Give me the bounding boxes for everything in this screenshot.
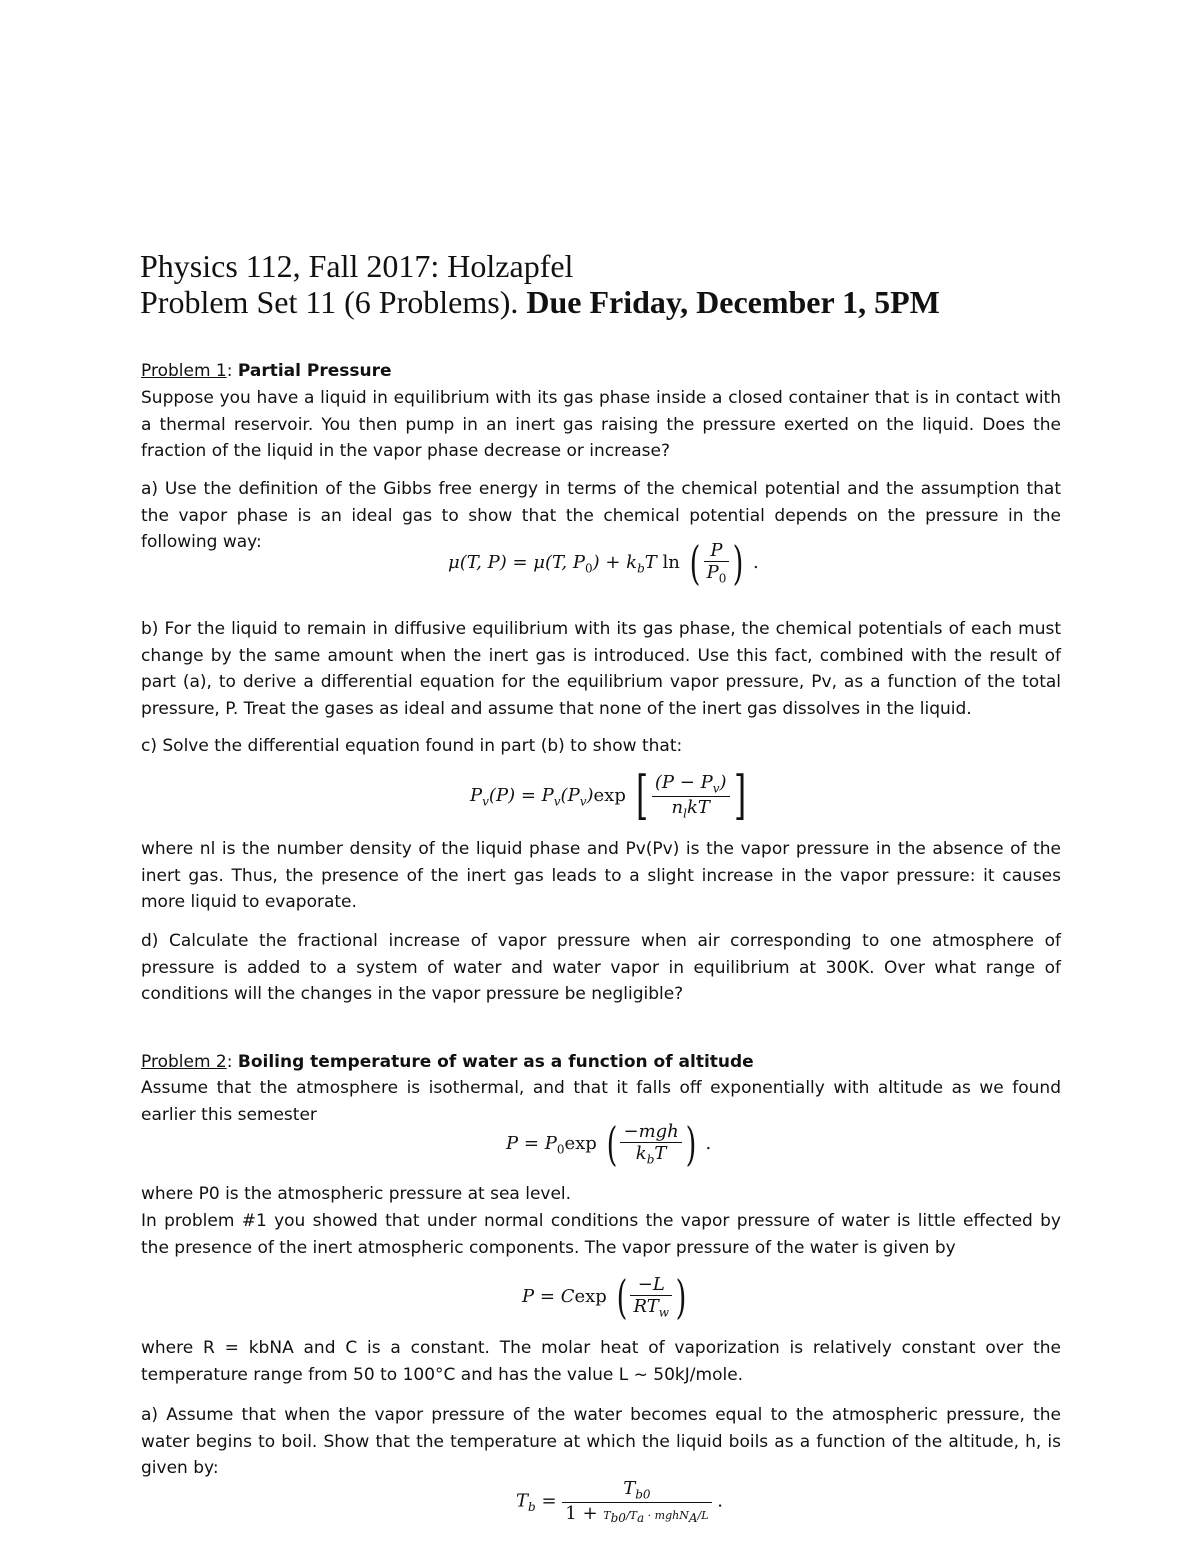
problem-1-part-c: c) Solve the differential equation found in part (b) to show that: bbox=[141, 736, 683, 756]
equation-vapor-pressure: $P_v(P) = P_v(P_v)\exp$ [ $\frac{(P - P_v)}{n_lkT}$ ] bbox=[470, 766, 746, 826]
due-date: Due Friday, December 1, 5PM bbox=[526, 284, 940, 320]
problem-1-part-d: d) Calculate the fractional increase of vapor pressure when air corresponding to one atmosphere of pressure is added to a system of water and water vapor in equilibrium at 300K. Over what range of conditions will the changes in the vapor pressure be negligible? bbox=[141, 931, 1061, 1004]
heading-separator: : bbox=[226, 1052, 238, 1072]
problem-1-part-b: b) For the liquid to remain in diffusive equilibrium with its gas phase, the chemical potentials of each must change by the same amount when the inert gas is introduced. Use this fact, combined with the result of part (a), to derive a differential equation for the equilibrium vapor pressure, Pv, as a function of the total pressure, P. Treat the gases as ideal and assume that none of the inert gas dissolves in the liquid. bbox=[141, 619, 1061, 719]
course-line: Physics 112, Fall 2017: Holzapfel bbox=[140, 248, 574, 284]
problem-1-intro: Suppose you have a liquid in equilibrium with its gas phase inside a closed container that is in contact with a thermal reservoir. You then pump in an inert gas raising the pressure exerted on the liquid. Does the fraction of the liquid in the vapor phase decrease or increase? bbox=[141, 388, 1061, 461]
equation-boiling-temperature: $T_b$ = $\frac{T_{b0}}{1 + T_{b0}/T_a \cdot mghN_A/L}$ . bbox=[516, 1478, 724, 1525]
problem-2-para2: In problem #1 you showed that under normal conditions the vapor pressure of water is little effected by the presence of the inert atmospheric components. The vapor pressure of the water is given by bbox=[141, 1211, 1061, 1258]
equation-barometric: $P = P_0\exp$ ( $\frac{\text{−mgh}}{k_bT}$ ) . bbox=[506, 1117, 712, 1171]
equation-chemical-potential: μ(T, P) = μ(T, $P_0) + k_bT$ ln ( $\frac{P}{P_0}$ ) . bbox=[448, 536, 759, 590]
problem-1-after-c: where nl is the number density of the liquid phase and Pv(Pv) is the vapor pressure in the absence of the inert gas. Thus, the presence of the inert gas leads to a slight increase in the vapor pressure: it causes more liquid to evaporate. bbox=[141, 839, 1061, 912]
problem-1-label: Problem 1 bbox=[141, 361, 227, 381]
problem-1-part-a: a) Use the definition of the Gibbs free energy in terms of the chemical potential and the assumption that the vapor phase is an ideal gas to show that the chemical potential depends on the pressure in the following way: bbox=[141, 479, 1061, 552]
problem-2-part-a: a) Assume that when the vapor pressure of the water becomes equal to the atmospheric pressure, the water begins to boil. Show that the temperature at which the liquid boils as a function of the altitude, h, is given by: bbox=[141, 1405, 1061, 1478]
problem-1-heading bbox=[141, 358, 1061, 385]
heading-separator: : bbox=[226, 361, 238, 381]
problem-2-after-eq1: where P0 is the atmospheric pressure at sea level. bbox=[141, 1184, 572, 1204]
problem-2-heading bbox=[141, 1049, 1061, 1076]
set-line-plain: Problem Set 11 (6 Problems). bbox=[140, 284, 527, 320]
problem-1-title: Partial Pressure bbox=[237, 361, 392, 381]
problem-set-line bbox=[140, 284, 940, 320]
problem-2-label: Problem 2 bbox=[141, 1052, 227, 1072]
problem-2-title: Boiling temperature of water as a function of altitude bbox=[237, 1052, 754, 1072]
document-title bbox=[140, 248, 940, 320]
equation-clausius-clapeyron: P = Cexp ( $\frac{-L}{RT_w}$ ) bbox=[522, 1270, 687, 1324]
problem-2-after-eq2: where R = kbNA and C is a constant. The molar heat of vaporization is relatively constant over the temperature range from 50 to 100°C and has the value L ~ 50kJ/mole. bbox=[141, 1338, 1061, 1385]
problem-2-intro: Assume that the atmosphere is isothermal, and that it falls off exponentially with altitude as we found earlier this semester bbox=[141, 1078, 1061, 1125]
